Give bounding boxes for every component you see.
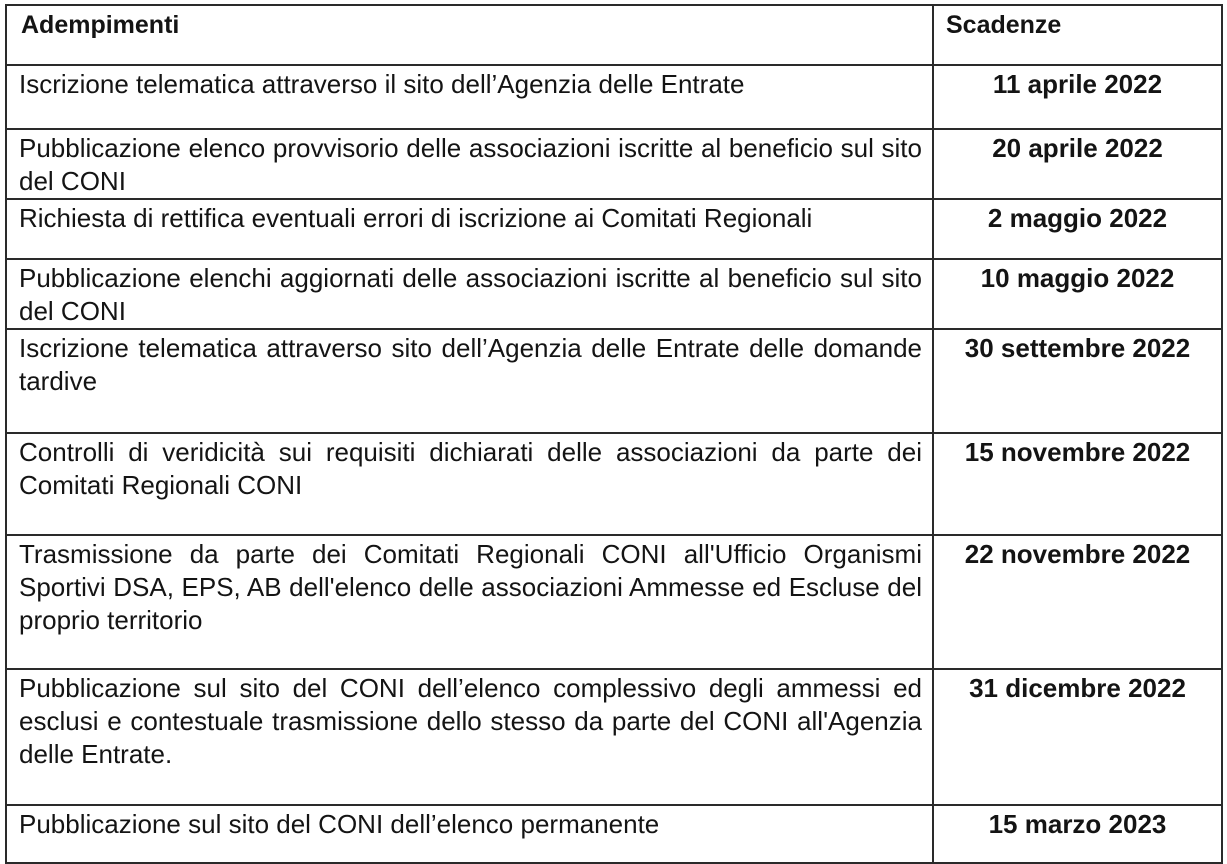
adempimento-cell: Pubblicazione sul sito del CONI dell’elenco complessivo degli ammessi ed esclusi e contestuale trasmissione dello stesso da parte del CONI all'Agenzia delle Entrate. [6, 669, 933, 805]
table-row [6, 129, 1222, 199]
scadenza-cell: 22 novembre 2022 [933, 535, 1222, 669]
table-row [6, 433, 1222, 535]
adempimento-cell: Pubblicazione elenchi aggiornati delle associazioni iscritte al beneficio sul sito del CONI [6, 259, 933, 329]
adempimento-cell: Pubblicazione sul sito del CONI dell’elenco permanente [6, 805, 933, 863]
table-row [6, 199, 1222, 259]
scadenza-cell: 31 dicembre 2022 [933, 669, 1222, 805]
scadenza-cell: 2 maggio 2022 [933, 199, 1222, 259]
adempimento-cell: Richiesta di rettifica eventuali errori di iscrizione ai Comitati Regionali [6, 199, 933, 259]
adempimento-cell: Iscrizione telematica attraverso sito dell’Agenzia delle Entrate delle domande tardive [6, 329, 933, 433]
scadenza-cell: 20 aprile 2022 [933, 129, 1222, 199]
scadenza-cell: 15 marzo 2023 [933, 805, 1222, 863]
adempimento-cell: Pubblicazione elenco provvisorio delle associazioni iscritte al beneficio sul sito del CONI [6, 129, 933, 199]
table-row [6, 805, 1222, 863]
header-adempimenti: Adempimenti [6, 5, 933, 65]
table-row [6, 259, 1222, 329]
scadenza-cell: 10 maggio 2022 [933, 259, 1222, 329]
table-row [6, 535, 1222, 669]
table-row [6, 669, 1222, 805]
table-row [6, 65, 1222, 129]
adempimento-cell: Iscrizione telematica attraverso il sito dell’Agenzia delle Entrate [6, 65, 933, 129]
table-row [6, 329, 1222, 433]
adempimento-cell: Controlli di veridicità sui requisiti dichiarati delle associazioni da parte dei Comitati Regionali CONI [6, 433, 933, 535]
deadlines-table [5, 4, 1223, 864]
header-scadenze: Scadenze [933, 5, 1222, 65]
scadenza-cell: 15 novembre 2022 [933, 433, 1222, 535]
scadenza-cell: 11 aprile 2022 [933, 65, 1222, 129]
scadenza-cell: 30 settembre 2022 [933, 329, 1222, 433]
header-row [6, 5, 1222, 65]
adempimento-cell: Trasmissione da parte dei Comitati Regionali CONI all'Ufficio Organismi Sportivi DSA, EPS, AB dell'elenco delle associazioni Ammesse ed Escluse del proprio territorio [6, 535, 933, 669]
